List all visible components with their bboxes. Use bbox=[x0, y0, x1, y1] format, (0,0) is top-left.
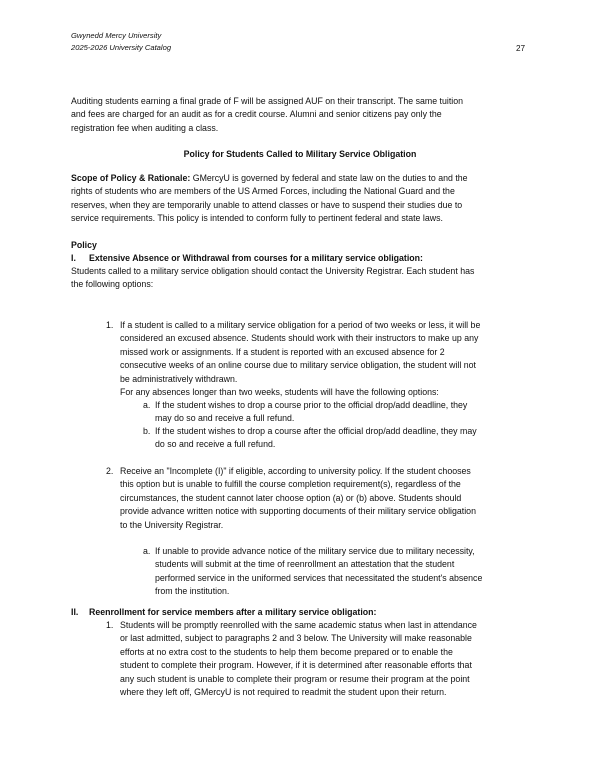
scope-paragraph bbox=[71, 172, 468, 226]
policy-heading: Policy bbox=[71, 240, 97, 250]
text-line: rights of students who are members of the US Armed Forces, including the National Guard and the bbox=[71, 186, 455, 197]
text-line: considered an excused absence. Students should work with their instructors to make up any bbox=[120, 333, 479, 344]
section-1-numeral: I. bbox=[71, 253, 76, 263]
item-1-longer-intro: For any absences longer than two weeks, students will have the following options: bbox=[120, 387, 439, 397]
text-line: from the institution. bbox=[155, 586, 230, 597]
section-1-heading: Extensive Absence or Withdrawal from courses for a military service obligation: bbox=[89, 253, 423, 263]
text-line: provide advance written notice with supporting documents of their military service obligation bbox=[120, 506, 476, 517]
text-line: Students called to a military service obligation should contact the University Registrar. Each student has bbox=[71, 266, 475, 276]
text-line: students will submit at the time of reenrollment an attestation that the student bbox=[155, 559, 455, 570]
text-line: missed work or assignments. If a student is reported with an excused absence for 2 bbox=[120, 346, 445, 357]
text-line: any such student is unable to complete their program or resume their program at the point bbox=[120, 673, 470, 684]
page-number: 27 bbox=[516, 44, 526, 53]
item-1a-text bbox=[155, 399, 467, 426]
section-2-numeral: II. bbox=[71, 607, 79, 617]
item-1b-marker: b. bbox=[143, 426, 151, 436]
header-catalog: 2025-2026 University Catalog bbox=[71, 43, 172, 52]
text-line: If the student wishes to drop a course after the official drop/add deadline, they may bbox=[155, 426, 477, 436]
text-line: If a student is called to a military service obligation for a period of two weeks or less, it will be bbox=[120, 320, 481, 330]
running-header bbox=[71, 30, 171, 54]
item-1b-text bbox=[155, 425, 477, 452]
text-line: may do so and receive a full refund. bbox=[155, 413, 295, 424]
policy-title: Policy for Students Called to Military Service Obligation bbox=[183, 149, 417, 159]
item-1-text bbox=[120, 319, 480, 386]
text-line: the following options: bbox=[71, 279, 154, 290]
text-line: If the student wishes to drop a course prior to the official drop/add deadline, they bbox=[155, 400, 468, 410]
text-line: efforts at no extra cost to the students to help them become prepared or to enable the bbox=[120, 646, 453, 657]
text-line: Auditing students earning a final grade of F will be assigned AUF on their transcript. The same tuition bbox=[71, 96, 464, 106]
text-line: or last admitted, subject to paragraphs 2 and 3 below. The University will make reasonable bbox=[120, 633, 472, 644]
scope-label: Scope of Policy & Rationale: bbox=[71, 173, 191, 183]
text-line: reserves, when they are temporarily unable to attend classes or have to suspend their studies due to bbox=[71, 199, 463, 210]
section-2-heading: Reenrollment for service members after a military service obligation: bbox=[89, 607, 377, 617]
section-2-item-1-text bbox=[120, 619, 477, 699]
text-line: registration fee when auditing a class. bbox=[71, 122, 219, 133]
section-1-intro bbox=[71, 265, 474, 292]
item-2-marker: 2. bbox=[106, 466, 114, 476]
text-line: be administratively withdrawn. bbox=[120, 373, 238, 384]
text-line: student to complete their program. However, if it is determined after reasonable efforts that bbox=[120, 660, 472, 671]
text-line: to the University Registrar. bbox=[120, 519, 224, 530]
text-line: where they left off, GMercyU is not required to readmit the student upon their return. bbox=[120, 687, 447, 698]
text-line: Receive an "Incomplete (I)" if eligible, according to university policy. If the student chooses bbox=[120, 466, 471, 476]
text-line: do so and receive a full refund. bbox=[155, 439, 276, 450]
text-line: service requirements. This policy is intended to conform fully to pertinent federal and state laws. bbox=[71, 213, 443, 224]
text-line: If unable to provide advance notice of the military service due to military necessity, bbox=[155, 546, 475, 556]
text-line: performed service in the uniformed services that necessitated the student's absence bbox=[155, 572, 483, 583]
item-2a-text bbox=[155, 545, 482, 599]
text-line: Students will be promptly reenrolled with the same academic status when last in attendance bbox=[120, 620, 477, 630]
item-1-marker: 1. bbox=[106, 320, 114, 330]
intro-paragraph bbox=[71, 95, 463, 135]
text-line: circumstances, the student cannot later choose option (a) or (b) above. Students should bbox=[120, 492, 462, 503]
text-line bbox=[71, 172, 468, 185]
scope-first-line: GMercyU is governed by federal and state law on the duties to and the bbox=[190, 173, 468, 183]
header-university: Gwynedd Mercy University bbox=[71, 31, 162, 40]
text-line: consecutive weeks of an online course due to military service obligation, the student will not bbox=[120, 360, 476, 371]
text-line: and fees are charged for an audit as for a credit course. Alumni and senior citizens pay only the bbox=[71, 109, 442, 120]
item-2-text bbox=[120, 465, 476, 532]
section-2-item-1-marker: 1. bbox=[106, 620, 114, 630]
text-line: this option but is unable to fulfill the course completion requirement(s), regardless of the bbox=[120, 479, 461, 490]
item-1a-marker: a. bbox=[143, 400, 151, 410]
item-2a-marker: a. bbox=[143, 546, 151, 556]
